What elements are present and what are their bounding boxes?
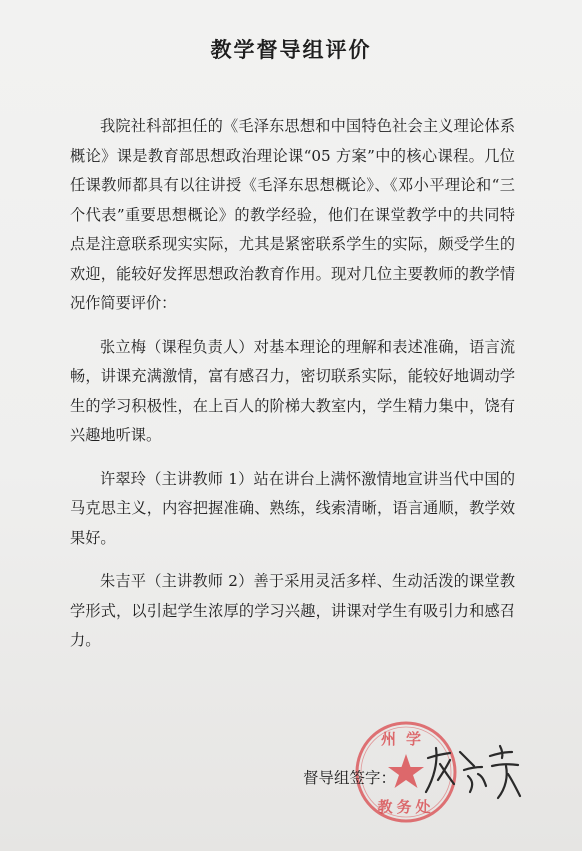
- teacher-name: 张立梅: [100, 337, 147, 356]
- seal-bottom-text: 教务处: [377, 798, 435, 816]
- document-title: 教学督导组评价: [210, 38, 372, 62]
- handwritten-signature: [420, 740, 530, 810]
- teacher-comment: 站在讲台上满怀激情地宣讲当代中国的马克思主义，内容把握准确、熟练，线索清晰，语言通顺，教学效果好。: [70, 469, 516, 547]
- teacher-name: 朱吉平: [100, 572, 147, 590]
- teacher-comment: 对基本理论的理解和表述准确，语言流畅，讲课充满激情，富有感召力，密切联系实际，能较好地调动学生的学习积极性，在上百人的阶梯大教室内，学生精力集中，饶有兴趣地听课。: [70, 337, 516, 444]
- teacher-evaluation-1: [70, 333, 515, 451]
- teacher-role: （主讲教师 2）: [146, 572, 254, 590]
- document-body: [70, 112, 515, 656]
- teacher-role: （主讲教师 1）: [146, 469, 254, 488]
- seal-top-text: 州学: [380, 730, 432, 748]
- teacher-comment: 善于采用灵活多样、生动活泼的课堂教学形式，以引起学生浓厚的学习兴趣，讲课对学生有吸引力和感召力。: [70, 572, 516, 649]
- teacher-evaluation-2: [70, 465, 515, 554]
- teacher-role: （课程负责人）: [146, 337, 254, 356]
- teacher-evaluation-3: [70, 567, 515, 656]
- teacher-name: 许翠玲: [100, 469, 147, 488]
- signature-label: 督导组签字：: [303, 769, 397, 787]
- intro-paragraph: 我院社科部担任的《毛泽东思想和中国特色社会主义理论体系概论》课是教育部思想政治理论课“05 方案”中的核心课程。几位任课教师都具有以往讲授《毛泽东思想概论》、《邓小平理论和“三个代表”重要思想概论》的教学经验，他们在课堂教学中的共同特点是注意联系现实实际，尤其是紧密联系学生的实际，颇受学生的欢迎，能较好发挥思想政治教育作用。现对几位主要教师的教学情况作简要评价：: [70, 117, 515, 312]
